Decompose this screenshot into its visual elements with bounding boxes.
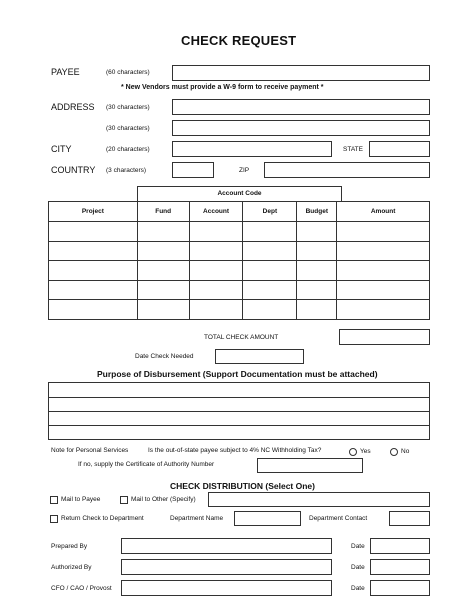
authorized-date-label: Date (351, 564, 365, 571)
country-label: COUNTRY (51, 165, 96, 175)
mail-to-other-label: Mail to Other (Specify) (131, 496, 196, 503)
account-table (48, 201, 430, 320)
cell-fund[interactable] (137, 222, 189, 242)
purpose-line-divider (49, 425, 429, 426)
city-field[interactable] (172, 141, 332, 157)
address-line1-hint: (30 characters) (106, 104, 150, 111)
cell-budget[interactable] (297, 280, 337, 300)
total-label: TOTAL CHECK AMOUNT (204, 334, 279, 341)
address-label: ADDRESS (51, 102, 95, 112)
personal-services-note: Note for Personal Services (51, 447, 129, 454)
zip-field[interactable] (264, 162, 430, 178)
authorized-date-field[interactable] (370, 559, 430, 575)
certificate-number-field[interactable] (257, 458, 363, 473)
cell-amount[interactable] (337, 222, 430, 242)
cell-dept[interactable] (243, 222, 297, 242)
cell-amount[interactable] (337, 261, 430, 281)
cell-amount[interactable] (337, 280, 430, 300)
cell-account[interactable] (189, 300, 243, 320)
payee-label: PAYEE (51, 67, 80, 77)
country-field[interactable] (172, 162, 214, 178)
return-check-label: Return Check to Department (61, 515, 144, 522)
authorized-by-label: Authorized By (51, 564, 92, 571)
cell-dept[interactable] (243, 261, 297, 281)
cell-project[interactable] (49, 280, 138, 300)
department-name-field[interactable] (234, 511, 301, 526)
cell-dept[interactable] (243, 241, 297, 261)
account-code-label: Account Code (217, 190, 262, 197)
cfo-date-field[interactable] (370, 580, 430, 596)
mail-to-other-field[interactable] (208, 492, 430, 507)
payee-field[interactable] (172, 65, 430, 81)
purpose-heading: Purpose of Disbursement (Support Documentation must be attached) (97, 369, 378, 379)
date-needed-field[interactable] (215, 349, 304, 364)
cell-account[interactable] (189, 222, 243, 242)
address-line2-field[interactable] (172, 120, 430, 136)
cell-fund[interactable] (137, 241, 189, 261)
city-hint: (20 characters) (106, 146, 150, 153)
country-hint: (3 characters) (106, 167, 147, 174)
withholding-yes-radio[interactable] (349, 448, 357, 456)
distribution-heading: CHECK DISTRIBUTION (Select One) (170, 481, 315, 491)
cell-account[interactable] (189, 241, 243, 261)
certificate-label: If no, supply the Certificate of Authority Number (78, 461, 215, 468)
col-amount: Amount (337, 202, 430, 222)
col-account: Account (189, 202, 243, 222)
cell-project[interactable] (49, 241, 138, 261)
cell-fund[interactable] (137, 280, 189, 300)
withholding-no-label: No (401, 448, 410, 455)
return-check-checkbox[interactable] (50, 515, 58, 523)
cell-project[interactable] (49, 261, 138, 281)
department-name-label: Department Name (170, 515, 224, 522)
cell-budget[interactable] (297, 261, 337, 281)
col-project: Project (49, 202, 138, 222)
date-needed-label: Date Check Needed (135, 353, 194, 360)
withholding-question: Is the out-of-state payee subject to 4% NC Withholding Tax? (148, 447, 322, 454)
prepared-by-label: Prepared By (51, 543, 88, 550)
zip-label: ZIP (239, 167, 250, 174)
cfo-label: CFO / CAO / Provost (51, 585, 112, 592)
purpose-lines[interactable] (48, 382, 430, 440)
state-field[interactable] (369, 141, 430, 157)
prepared-date-label: Date (351, 543, 365, 550)
mail-to-other-checkbox[interactable] (120, 496, 128, 504)
table-row (49, 241, 430, 261)
payee-hint: (60 characters) (106, 69, 150, 76)
withholding-no-radio[interactable] (390, 448, 398, 456)
purpose-line-divider (49, 411, 429, 412)
total-amount-field[interactable] (339, 329, 430, 345)
table-row (49, 261, 430, 281)
authorized-by-field[interactable] (121, 559, 332, 575)
address-line2-hint: (30 characters) (106, 125, 150, 132)
form-title: CHECK REQUEST (181, 33, 297, 48)
col-fund: Fund (137, 202, 189, 222)
department-contact-label: Department Contact (309, 515, 368, 522)
cell-dept[interactable] (243, 280, 297, 300)
cfo-signature-field[interactable] (121, 580, 332, 596)
cell-account[interactable] (189, 261, 243, 281)
prepared-by-field[interactable] (121, 538, 332, 554)
purpose-line-divider (49, 397, 429, 398)
col-budget: Budget (297, 202, 337, 222)
prepared-date-field[interactable] (370, 538, 430, 554)
cell-dept[interactable] (243, 300, 297, 320)
cell-budget[interactable] (297, 300, 337, 320)
col-dept: Dept (243, 202, 297, 222)
cell-fund[interactable] (137, 300, 189, 320)
cell-project[interactable] (49, 222, 138, 242)
withholding-yes-label: Yes (360, 448, 371, 455)
cell-budget[interactable] (297, 241, 337, 261)
mail-to-payee-checkbox[interactable] (50, 496, 58, 504)
cfo-date-label: Date (351, 585, 365, 592)
table-row (49, 222, 430, 242)
table-row (49, 280, 430, 300)
cell-fund[interactable] (137, 261, 189, 281)
address-line1-field[interactable] (172, 99, 430, 115)
cell-project[interactable] (49, 300, 138, 320)
mail-to-payee-label: Mail to Payee (61, 496, 101, 503)
table-row (49, 300, 430, 320)
city-label: CITY (51, 144, 72, 154)
state-label: STATE (343, 146, 363, 153)
account-code-header (137, 186, 342, 202)
cell-amount[interactable] (337, 241, 430, 261)
department-contact-field[interactable] (389, 511, 430, 526)
cell-amount[interactable] (337, 300, 430, 320)
cell-budget[interactable] (297, 222, 337, 242)
account-table-header (49, 202, 430, 222)
vendor-w9-note: * New Vendors must provide a W-9 form to receive payment * (121, 84, 324, 91)
cell-account[interactable] (189, 280, 243, 300)
